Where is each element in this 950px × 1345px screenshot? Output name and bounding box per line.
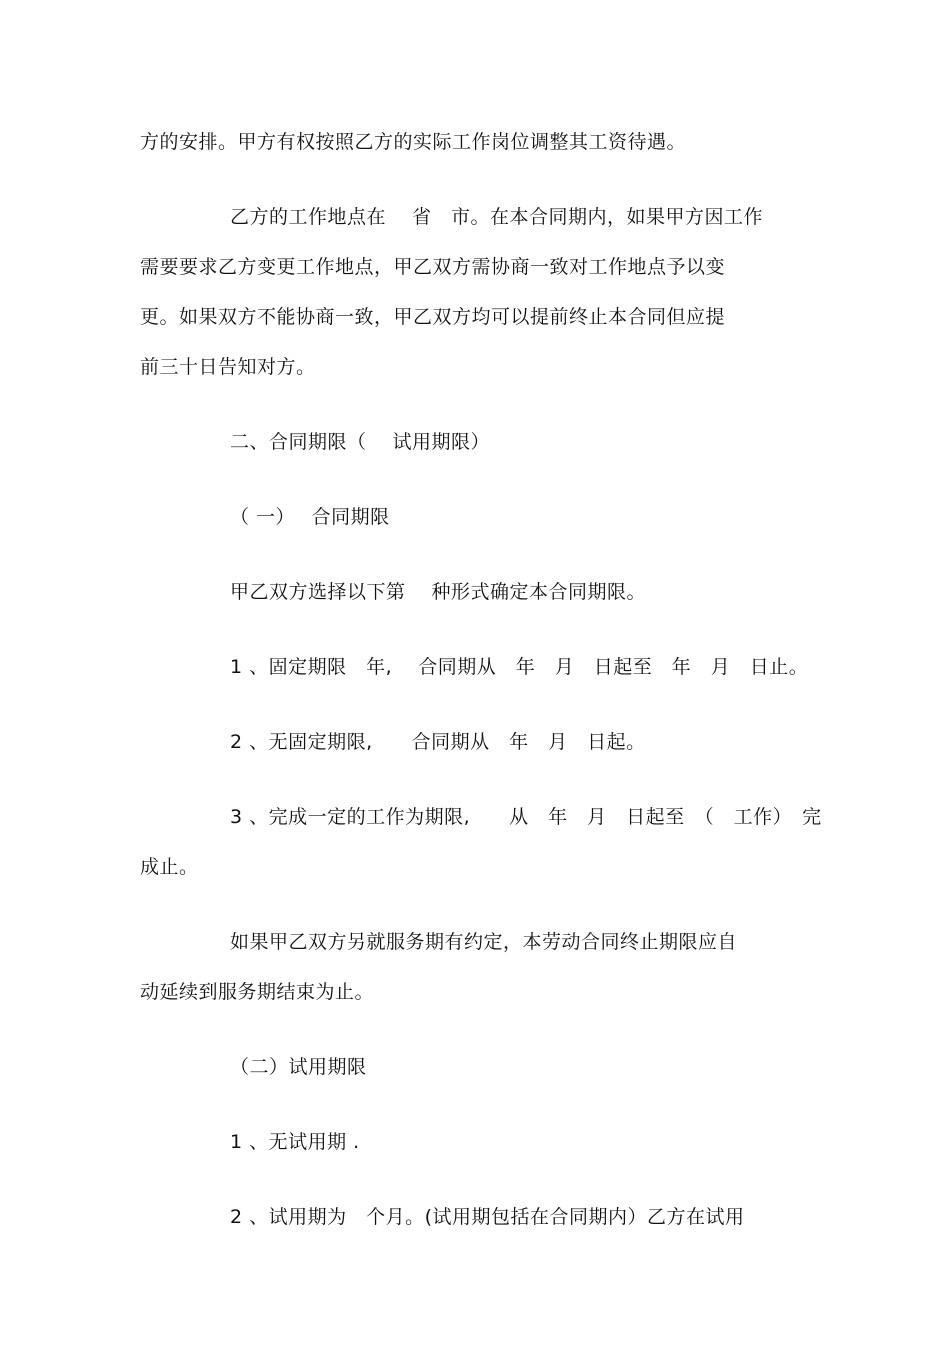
paragraph-line: 乙方的工作地点在 省 市。在本合同期内，如果甲方因工作: [230, 206, 764, 228]
paragraph-line: 方的安排。甲方有权按照乙方的实际工作岗位调整其工资待遇。: [140, 131, 687, 153]
paragraph-line: 动延续到服务期结束为止。: [140, 981, 375, 1003]
paragraph-line: 前三十日告知对方。: [140, 356, 316, 378]
subsection-heading: （ 一） 合同期限: [230, 506, 390, 528]
list-item: 3 、完成一定的工作为期限, 从 年 月 日起至 （ 工作） 完: [230, 806, 822, 828]
list-item: 1 、无试用期 .: [230, 1131, 360, 1153]
list-item: 2 、无固定期限, 合同期从 年 月 日起。: [230, 731, 646, 753]
paragraph-line: 甲乙双方选择以下第 种形式确定本合同期限。: [230, 581, 647, 603]
list-item: 1 、固定期限 年, 合同期从 年 月 日起至 年 月 日止。: [230, 656, 809, 678]
list-item: 2 、试用期为 个月。(试用期包括在合同期内）乙方在试用: [230, 1206, 745, 1228]
paragraph-line: 需要要求乙方变更工作地点，甲乙双方需协商一致对工作地点予以变: [140, 256, 726, 278]
paragraph-line: 更。如果双方不能协商一致，甲乙双方均可以提前终止本合同但应提: [140, 306, 726, 328]
section-heading: 二、合同期限（ 试用期限）: [230, 431, 491, 453]
paragraph-line: 如果甲乙双方另就服务期有约定，本劳动合同终止期限应自: [230, 931, 738, 953]
paragraph-line: 成止。: [140, 856, 199, 878]
subsection-heading: （二）试用期限: [230, 1056, 367, 1078]
